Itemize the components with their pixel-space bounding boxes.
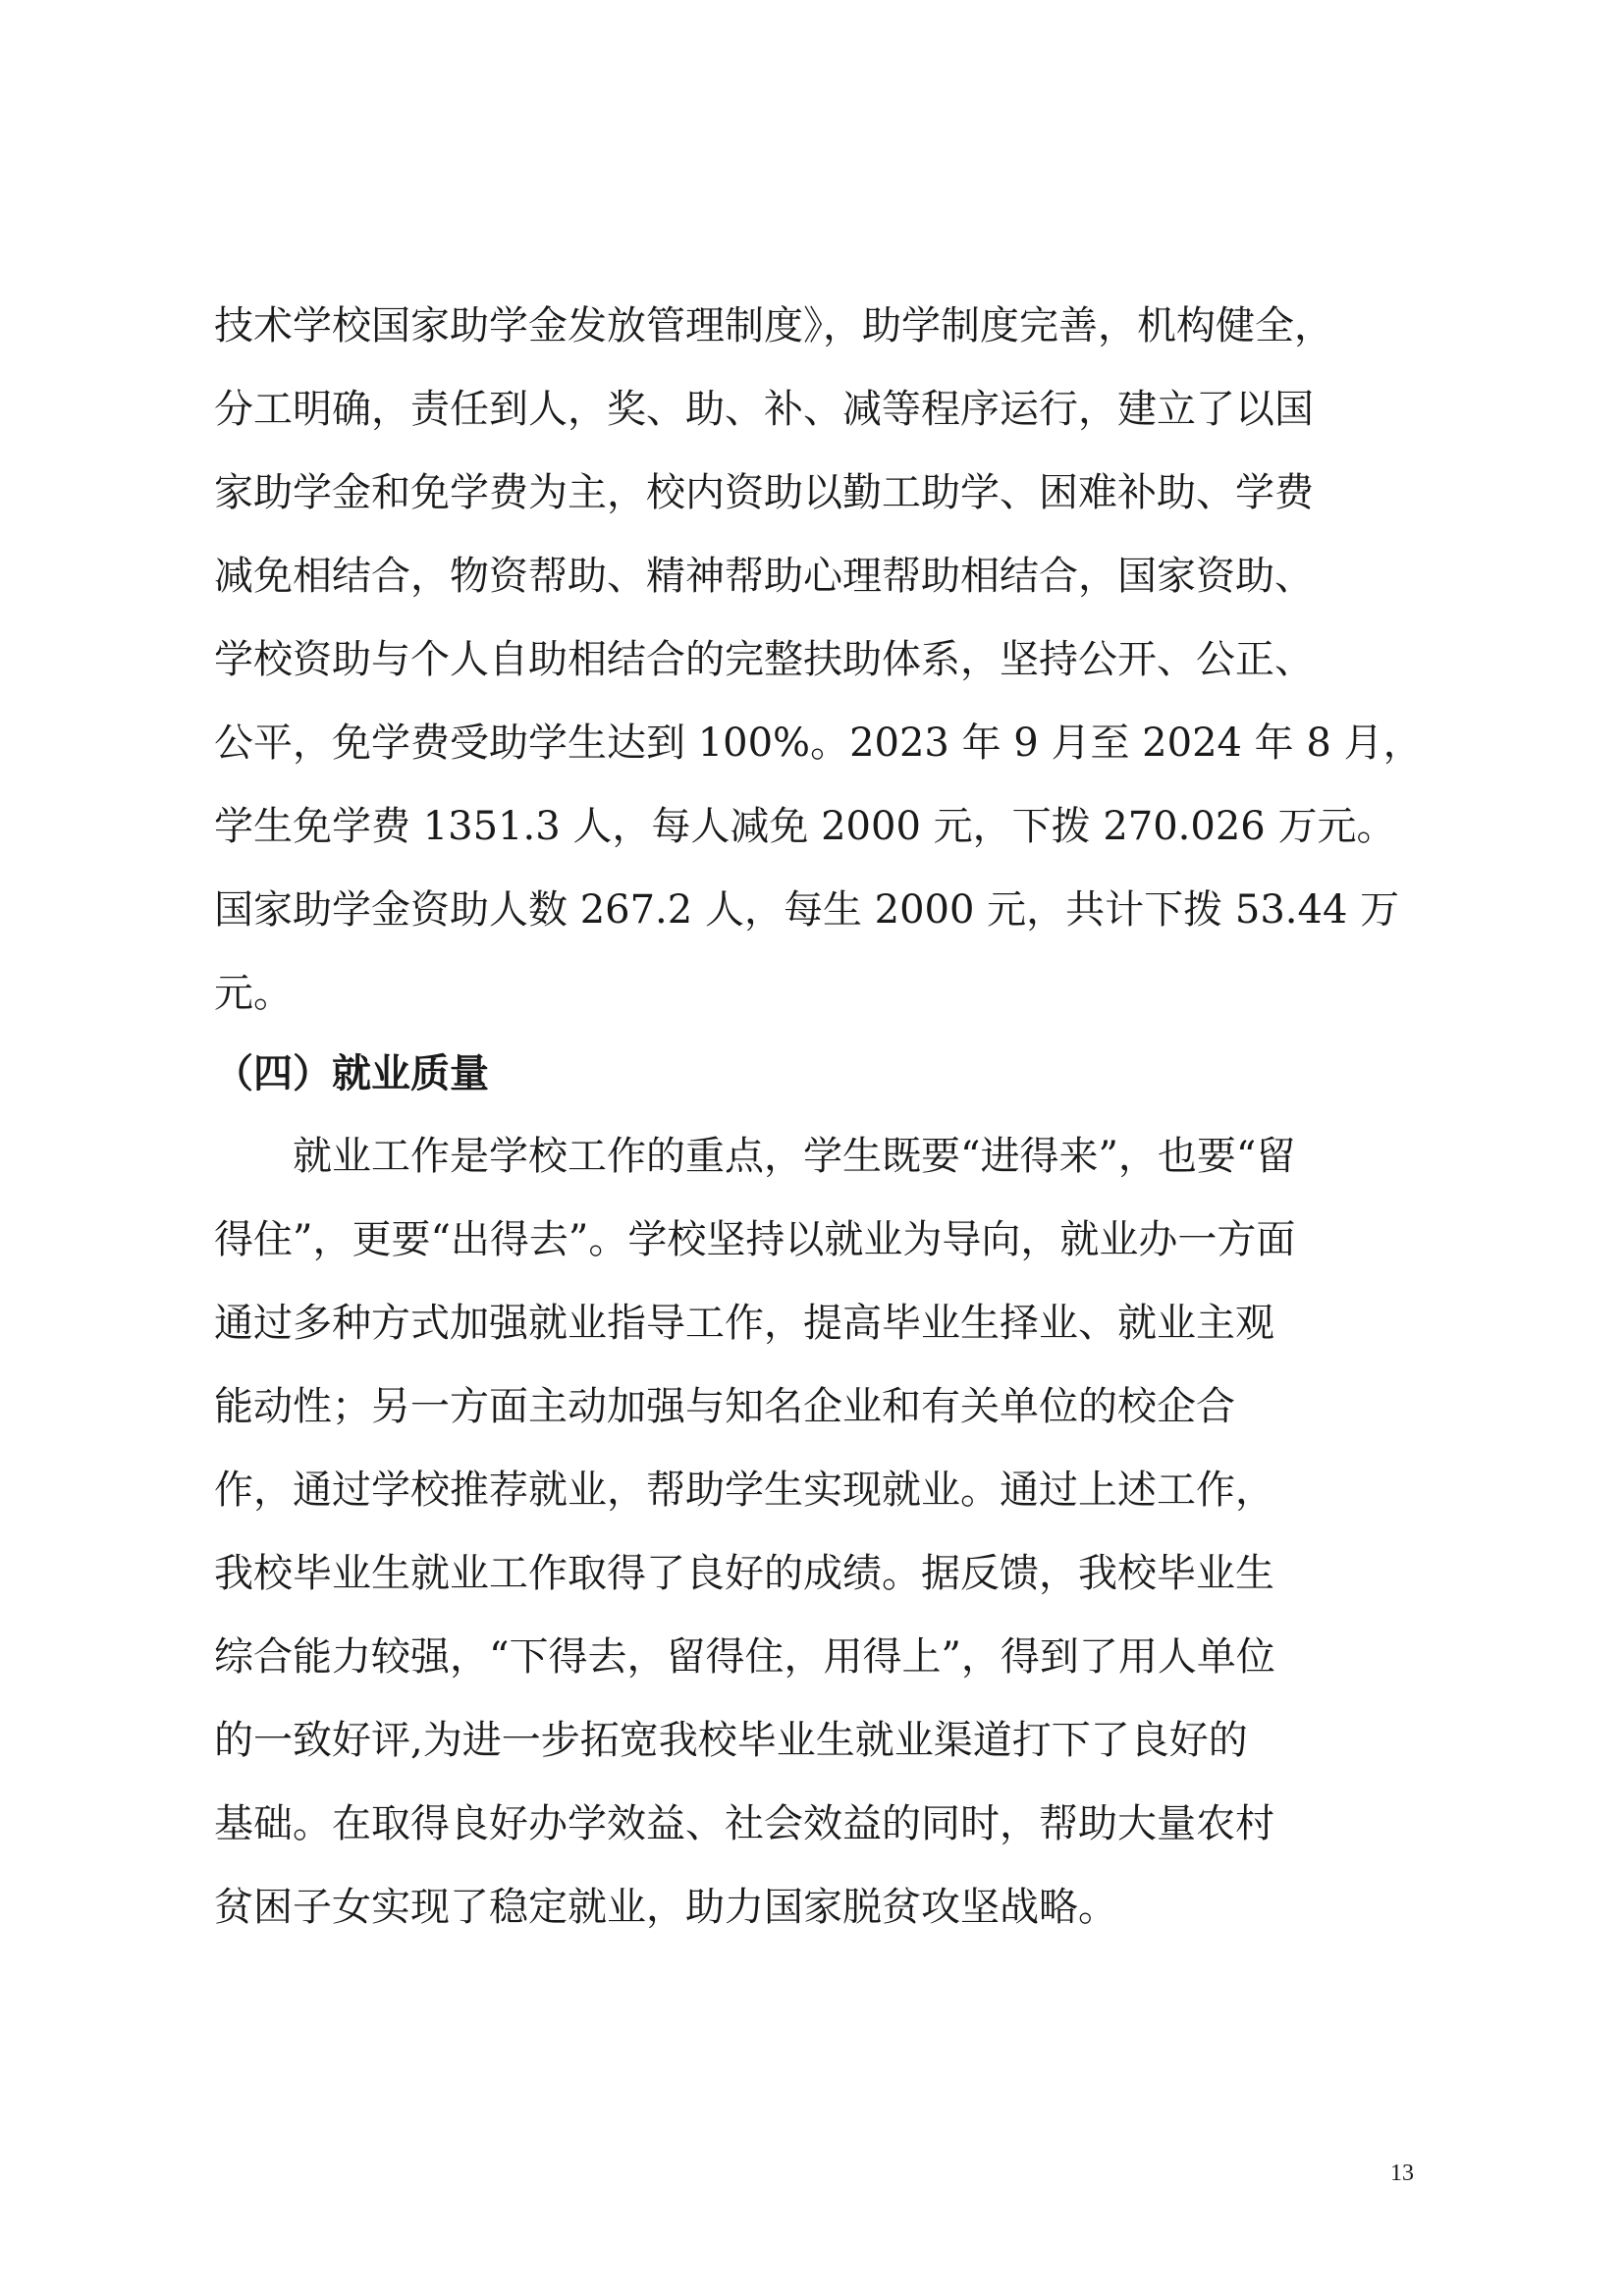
- paragraph-line: 国家助学金资助人数 267.2 人，每生 2000 元，共计下拨 53.44 万: [214, 887, 1400, 933]
- paragraph-line: 贫困子女实现了稳定就业，助力国家脱贫攻坚战略。: [214, 1885, 1117, 1930]
- paragraph-line: 我校毕业生就业工作取得了良好的成绩。据反馈，我校毕业生: [214, 1551, 1274, 1596]
- paragraph-line: 基础。在取得良好办学效益、社会效益的同时，帮助大量农村: [214, 1801, 1274, 1846]
- paragraph-line: 分工明确，责任到人，奖、助、补、减等程序运行，建立了以国: [214, 387, 1314, 432]
- paragraph-line: 减免相结合，物资帮助、精神帮助心理帮助相结合，国家资助、: [214, 554, 1314, 599]
- section-heading: （四）就业质量: [214, 1050, 489, 1096]
- paragraph-line: 家助学金和免学费为主，校内资助以勤工助学、困难补助、学费: [214, 470, 1314, 515]
- paragraph-line: 的一致好评,为进一步拓宽我校毕业生就业渠道打下了良好的: [214, 1718, 1248, 1763]
- paragraph-line: 能动性；另一方面主动加强与知名企业和有关单位的校企合: [214, 1384, 1235, 1429]
- page-number: 13: [1390, 2161, 1414, 2186]
- paragraph-line: 学生免学费 1351.3 人，每人减免 2000 元，下拨 270.026 万元。: [214, 804, 1396, 849]
- paragraph-line: 通过多种方式加强就业指导工作，提高毕业生择业、就业主观: [214, 1301, 1274, 1346]
- paragraph-line: 综合能力较强，“下得去，留得住，用得上”，得到了用人单位: [214, 1634, 1275, 1680]
- paragraph-line: 学校资助与个人自助相结合的完整扶助体系，坚持公开、公正、: [214, 637, 1314, 682]
- paragraph-line: 元。: [214, 971, 293, 1016]
- paragraph-line: 公平，免学费受助学生达到 100%。2023 年 9 月至 2024 年 8 月，: [214, 721, 1423, 766]
- paragraph-line: 得住”，更要“出得去”。学校坚持以就业为导向，就业办一方面: [214, 1217, 1296, 1262]
- paragraph-line: 技术学校国家助学金发放管理制度》，助学制度完善，机构健全，: [214, 303, 1333, 348]
- paragraph-line: 就业工作是学校工作的重点，学生既要“进得来”，也要“留: [214, 1134, 1296, 1179]
- paragraph-line: 作，通过学校推荐就业，帮助学生实现就业。通过上述工作，: [214, 1468, 1274, 1513]
